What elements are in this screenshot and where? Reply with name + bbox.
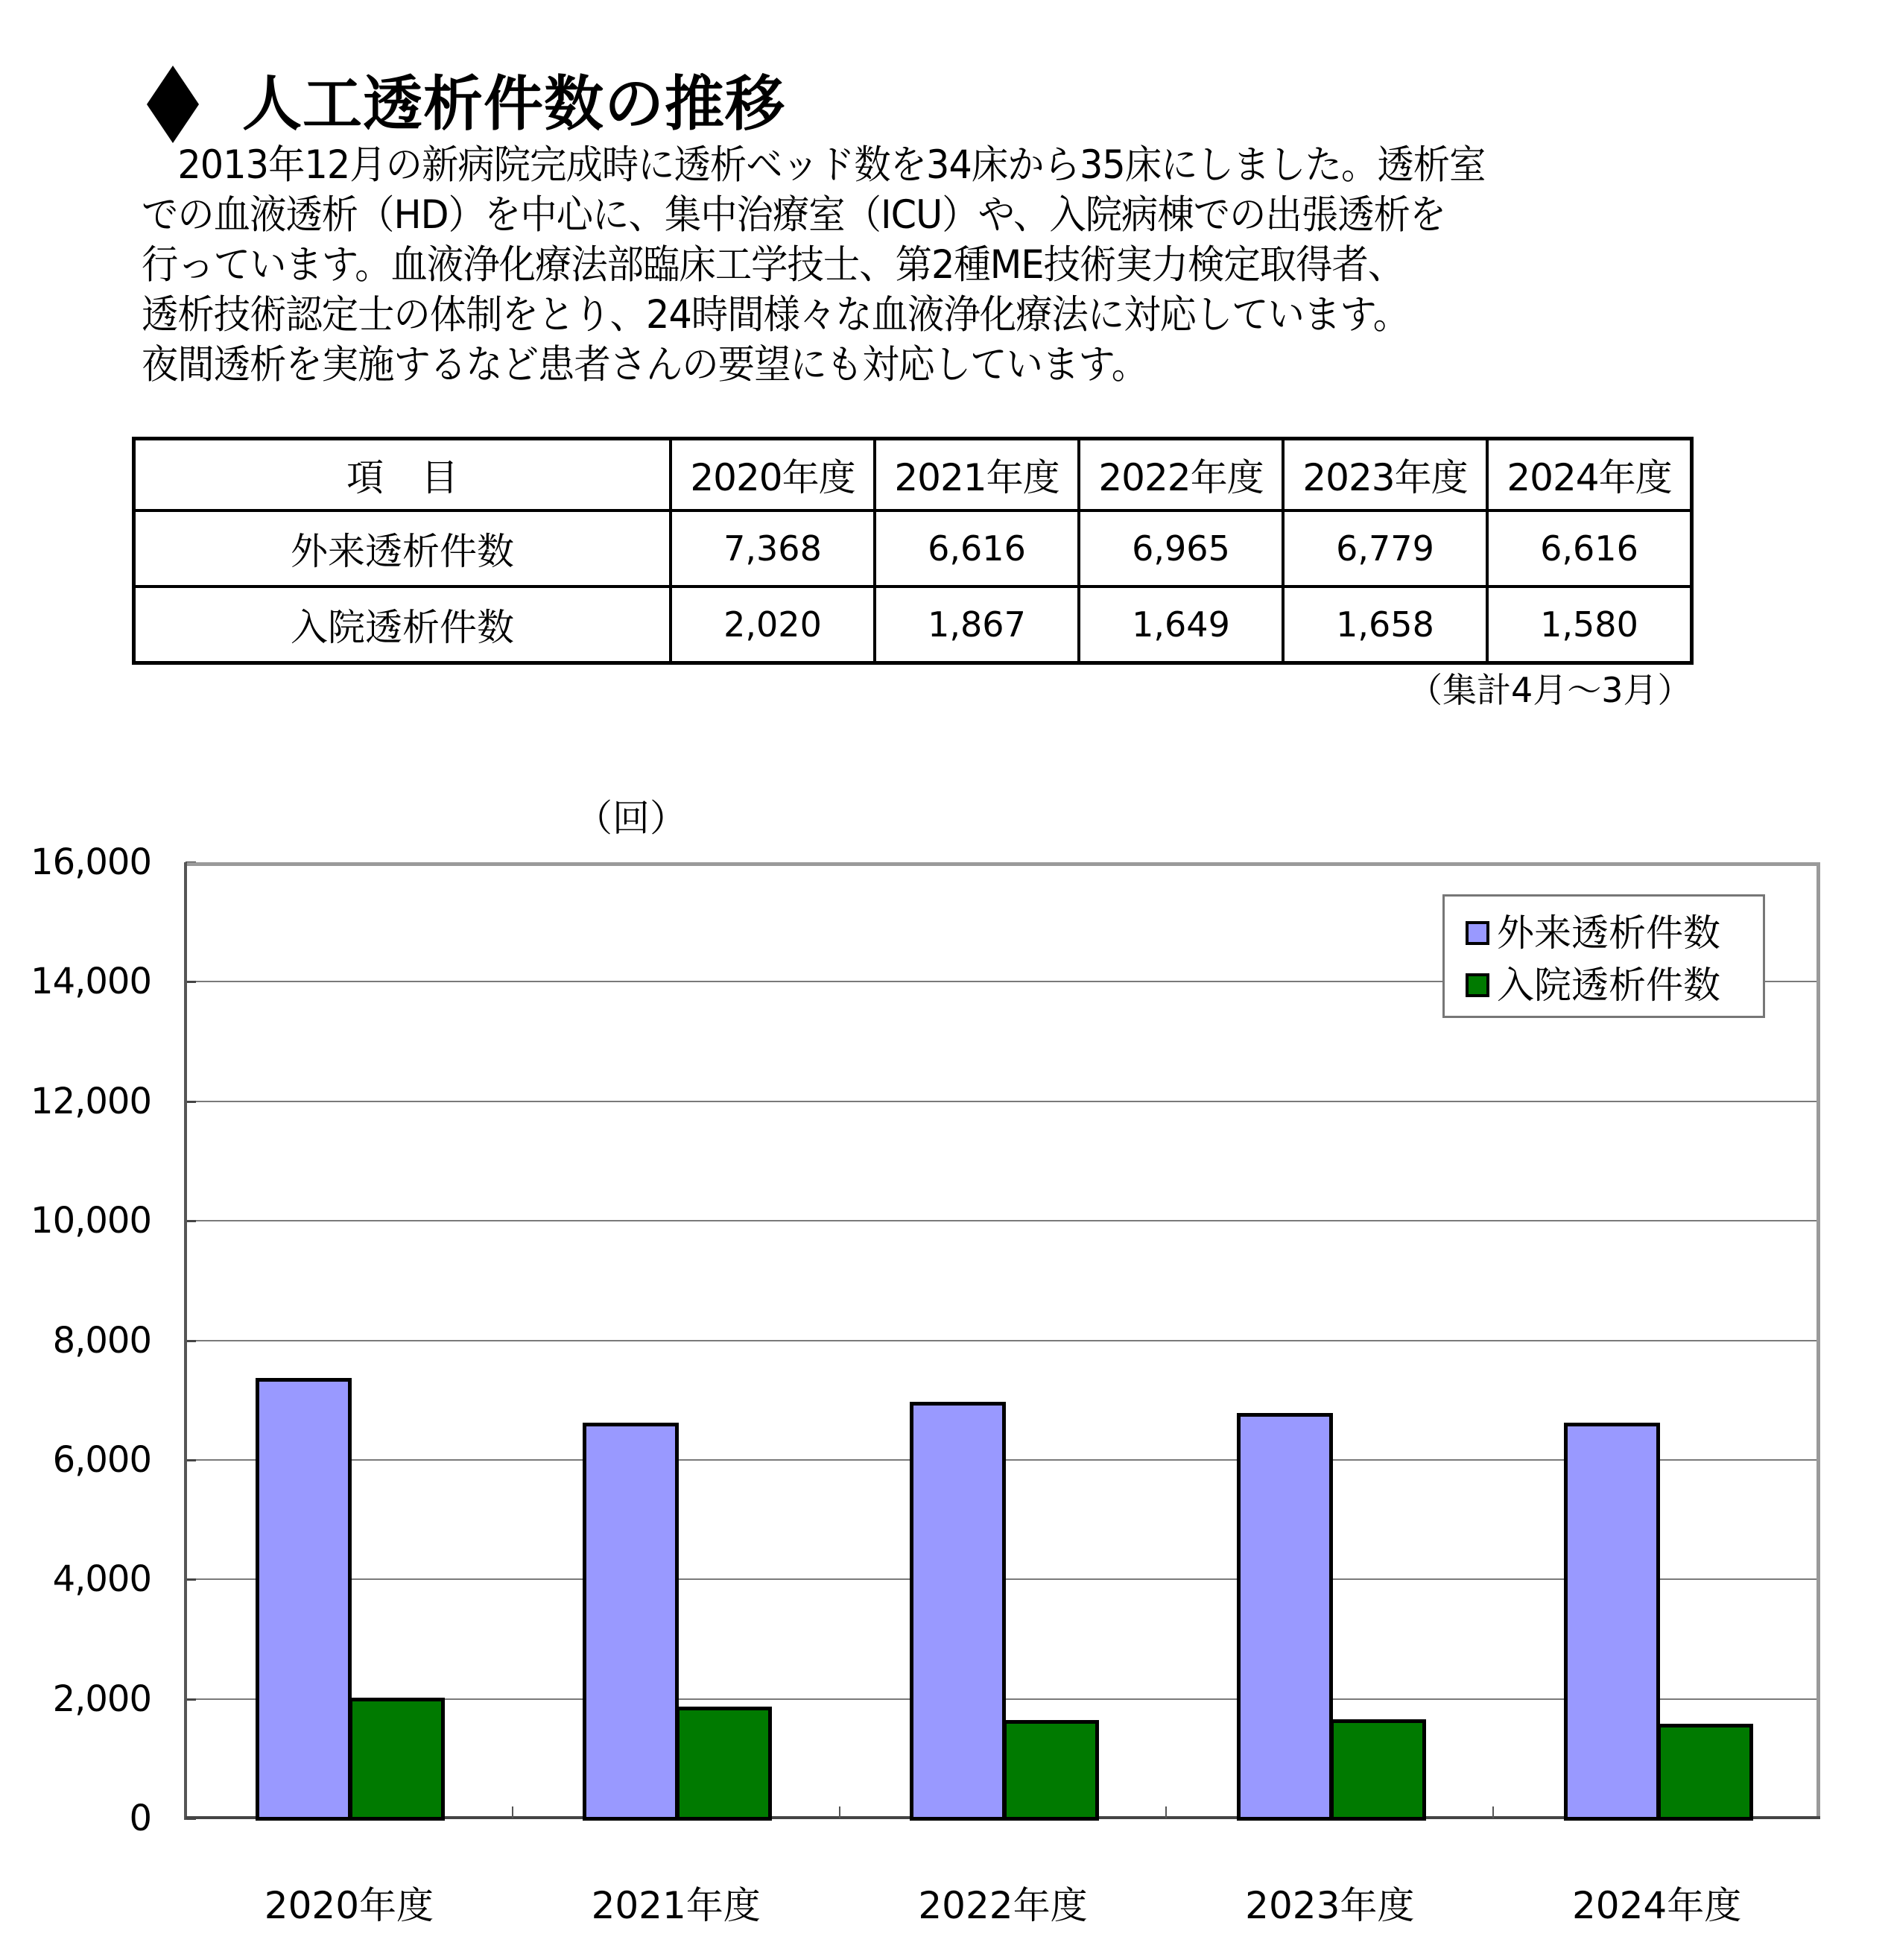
bar-inpatient-2021年度: [676, 1707, 772, 1821]
table-row-inpatient: [134, 587, 1692, 663]
intro-line: 2013年12月の新病院完成時に透析ベッド数を34床から35床にしました。透析室: [142, 142, 1486, 188]
legend-label: 外来透析件数: [1497, 911, 1720, 955]
x-tick-mark: [839, 1806, 840, 1818]
y-tick-label: 16,000: [31, 841, 151, 883]
table-cell: 6,616: [1487, 510, 1692, 587]
table-cell: 1,580: [1487, 587, 1692, 663]
table-header-year: 2023年度: [1283, 439, 1487, 511]
intro-line: 夜間透析を実施するなど患者さんの要望にも対応しています。: [142, 342, 1148, 388]
table-header-year: 2024年度: [1487, 439, 1692, 511]
y-tick-label: 8,000: [52, 1319, 151, 1362]
y-tick-label: 2,000: [52, 1678, 151, 1720]
table-header-item: 項 目: [134, 439, 671, 511]
page-title: 人工透析件数の推移: [242, 69, 785, 139]
bar-inpatient-2020年度: [349, 1698, 445, 1821]
y-tick-label: 10,000: [31, 1200, 151, 1242]
legend-item-inpatient: [1466, 959, 1720, 1011]
x-tick-label: 2020年度: [264, 1884, 434, 1927]
bar-inpatient-2022年度: [1003, 1720, 1099, 1821]
x-tick-label: 2022年度: [918, 1884, 1088, 1927]
intro-paragraph: [142, 140, 1611, 390]
legend-label: 入院透析件数: [1497, 964, 1720, 1007]
intro-line: での血液透析（HD）を中心に、集中治療室（ICU）や、入院病棟での出張透析を: [142, 192, 1446, 238]
row-label: 入院透析件数: [134, 587, 671, 663]
bar-inpatient-2023年度: [1330, 1719, 1426, 1821]
x-tick-mark: [1492, 1806, 1494, 1818]
bar-outpatient-2021年度: [583, 1423, 679, 1821]
x-tick-mark: [512, 1806, 513, 1818]
x-tick-label: 2023年度: [1245, 1884, 1415, 1927]
y-axis-line: [184, 862, 187, 1820]
table-header-row: [134, 439, 1692, 511]
bar-outpatient-2023年度: [1237, 1413, 1333, 1821]
table-header-year: 2022年度: [1079, 439, 1283, 511]
intro-line: 行っています。血液浄化療法部臨床工学技士、第2種ME技術実力検定取得者、: [142, 242, 1404, 288]
bar-outpatient-2020年度: [256, 1378, 352, 1821]
chart-legend: [1442, 894, 1765, 1018]
y-tick-label: 14,000: [31, 961, 151, 1003]
table-cell: 6,616: [875, 510, 1079, 587]
dialysis-count-table: [132, 437, 1694, 665]
legend-swatch-icon: [1466, 921, 1489, 945]
diamond-bullet-icon: [147, 66, 199, 143]
table-cell: 1,658: [1283, 587, 1487, 663]
table-cell: 6,965: [1079, 510, 1283, 587]
x-tick-label: 2021年度: [591, 1884, 761, 1927]
intro-line: 透析技術認定士の体制をとり、24時間様々な血液浄化療法に対応しています。: [142, 292, 1410, 338]
y-tick-label: 4,000: [52, 1558, 151, 1601]
x-tick-label: 2024年度: [1571, 1884, 1742, 1927]
y-axis-unit-label: （回）: [575, 797, 687, 840]
table-cell: 7,368: [671, 510, 875, 587]
table-header-year: 2021年度: [875, 439, 1079, 511]
bar-inpatient-2024年度: [1657, 1724, 1753, 1821]
table-row-outpatient: [134, 510, 1692, 587]
table-cell: 2,020: [671, 587, 875, 663]
y-tick-label: 0: [129, 1798, 151, 1839]
table-cell: 1,649: [1079, 587, 1283, 663]
table-cell: 1,867: [875, 587, 1079, 663]
table-period-note: （集計4月～3月）: [1408, 670, 1692, 710]
bar-outpatient-2024年度: [1564, 1423, 1660, 1821]
bar-outpatient-2022年度: [910, 1402, 1006, 1821]
row-label: 外来透析件数: [134, 510, 671, 587]
table-header-year: 2020年度: [671, 439, 875, 511]
table-cell: 6,779: [1283, 510, 1487, 587]
legend-swatch-icon: [1466, 973, 1489, 997]
y-tick-label: 12,000: [31, 1080, 151, 1122]
y-tick-label: 6,000: [52, 1438, 151, 1481]
x-tick-mark: [1165, 1806, 1167, 1818]
legend-item-outpatient: [1466, 907, 1720, 959]
